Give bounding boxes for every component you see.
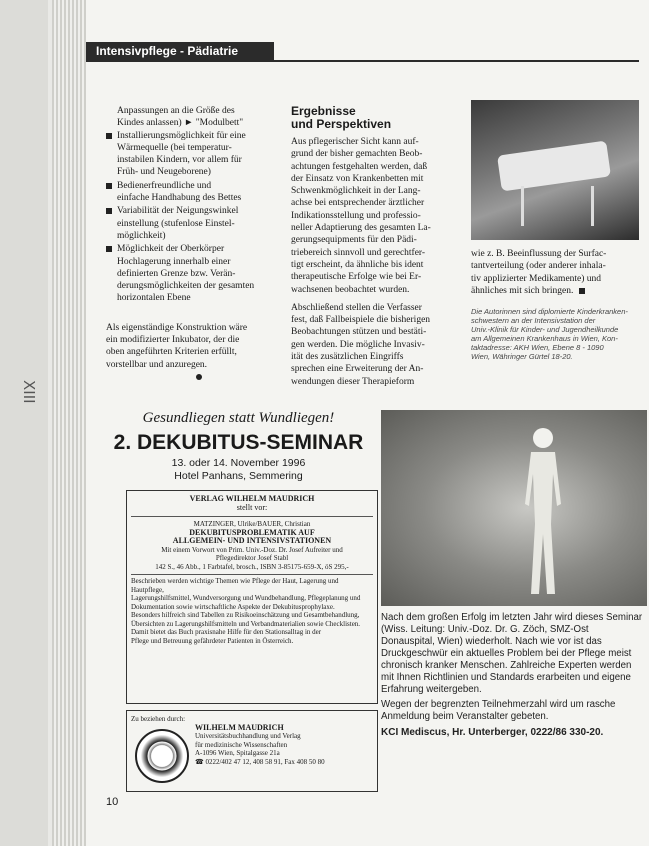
book-block [131, 516, 373, 575]
book-title-2: ALLGEMEIN- UND INTENSIVSTATIONEN [172, 536, 332, 545]
results-paragraph-2: Abschließend stellen die Verfasser fest, daß Fallbeispiele die bisherigen Beobachtungen stützen und bestäti- gen werden. Die mögliche Invasiv- ität des zusätzlichen Eingriffs sprechen eine Erweiterung der An- wendungen dieser Therapieform [291, 302, 431, 387]
book-description: Beschrieben werden wichtige Themen wie Pflege der Haut, Lagerung und Hautpflege, Lagerungshilfsmittel, Wundversorgung und Wundbehandlung, Pflegeplanung und Dokumentation sowie wirtschaftliche Aspekte der Dekubitusprophylaxe. Besonders hilfreich sind Tabellen zu Risikoeinschätzung und Gesamtbehandlung, Übersichten zu Lagerungshilfsmitteln und Verbandmaterialien sowie Checklisten. Damit bietet das Buch praxisnahe Hilfe für den Stationsalltag in der Pflege und Betreuung gefährdeter Patienten in Österreich. [131, 577, 361, 645]
seminar-description [381, 612, 643, 739]
hospital-bed-photo [471, 100, 639, 240]
square-bullet-icon [106, 208, 112, 214]
col1-lead-line: Kindes anlassen) ► "Modulbett" [117, 118, 244, 129]
list-item: Bedienerfreundliche und einfache Handhabung des Bettes [106, 180, 276, 205]
results-paragraph-1: Aus pflegerischer Sicht kann auf- grund der bisher gemachten Beob- achtungen festgehalten werden, daß der Einsatz von Krankenbetten mit Schwenkmöglichkeit in der Lang- achse bei entsprechender ärztlicher Indikationsstellung und professio- neller Adaptierung des gesamten La- gerungsequipments für den Pädi- triebereich sinnvoll und gerechtfer- tigt erscheint, da ähnliche bis ident therapeutische Erfolge wie bei Er- wachsenen beobachtet wurden. [291, 137, 431, 295]
publisher-box [126, 490, 378, 704]
col3-text: wie z. B. Beeinflussung der Surfac- tantverteilung (oder anderer inhala- tiv applizierter Medikamente) und ähnliches mit sich bringen. [471, 249, 607, 296]
square-bullet-icon [106, 133, 112, 139]
page [86, 0, 649, 846]
seminar-ad [106, 400, 371, 800]
square-bullet-icon [106, 246, 112, 252]
seminar-venue: Hotel Panhans, Semmering [174, 470, 303, 482]
end-square-icon [579, 288, 585, 294]
publisher-logo-icon [135, 729, 189, 783]
seminar-dates: 13. oder 14. November 1996 [171, 457, 306, 469]
list-item: Möglichkeit der Oberkörper Hochlagerung innerhalb einer definierten Grenze bzw. Verän- derungsmöglichkeiten der gesamten horizontalen Ebene [106, 243, 276, 304]
page-edges [52, 0, 88, 846]
book-foreword-1: Mit einem Vorwort von Prim. Univ.-Doz. Dr. Josef Aufreiter und [161, 545, 343, 554]
seminar-registration: Wegen der begrenzten Teilnehmerzahl wird um rasche Anmeldung beim Veranstalter gebeten. [381, 699, 616, 722]
page-number: 10 [106, 796, 119, 808]
book-spine [0, 0, 48, 846]
col1-lead-line: Anpassungen an die Größe des [117, 106, 235, 116]
order-label: Zu beziehen durch: [131, 715, 186, 723]
list-item: Installierungsmöglichkeit für eine Wärmequelle (bei temperatur- instabilen Kindern, vor allem für Früh- und Neugeborene) [106, 130, 276, 179]
square-bullet-icon [106, 183, 112, 189]
results-heading: Ergebnisse und Perspektiven [291, 104, 392, 131]
column-2 [291, 105, 461, 388]
column-1 [106, 105, 276, 383]
human-figure-photo [381, 410, 647, 606]
seminar-contact: KCI Mediscus, Hr. Unterberger, 0222/86 330-20. [381, 727, 604, 738]
book-title-1: DEKUBITUSPROBLEMATIK AUF [189, 527, 315, 537]
section-header: Intensivpflege - Pädiatrie [86, 42, 274, 60]
order-address: WILHELM MAUDRICH Universitätsbuchhandlung und Verlag für medizinische Wissenschaften A-1096 Wien, Spitalgasse 21a ☎ 0222/402 47 12, 408 58 91, Fax 408 50 80 [195, 722, 325, 766]
publisher-presents: stellt vor: [236, 502, 268, 512]
ad-slogan: Gesundliegen statt Wundliegen! [142, 410, 335, 426]
glowing-figure-icon [513, 424, 573, 600]
end-dot-icon [196, 374, 202, 380]
bed-shape [497, 141, 611, 192]
spine-handwriting: XIII [20, 380, 38, 404]
book-authors: MATZINGER, Ulrike/BAUER, Christian [193, 520, 311, 528]
publisher-name: VERLAG WILHELM MAUDRICH [189, 494, 315, 503]
order-box [126, 710, 378, 792]
seminar-text: Nach dem großen Erfolg im letzten Jahr wird dieses Seminar (Wiss. Leitung: Univ.-Doz. Dr. G. Zöch, SMZ-Ost Donauspital, Wien) wiederholt. Nach wie vor ist das Druckgeschwür ein aktuelles Problem bei der Pflege meist chronisch kranker Menschen. Zahlreiche Experten werden mit Ihnen Richtlinien und Standards erarbeiten und eigene Erfahrung weitergeben. [381, 612, 643, 695]
book-foreword-2: Pflegedirektor Josef Stabl [215, 554, 289, 562]
list-item: Variabilität der Neigungswinkel einstellung (stufenlose Einstel- möglichkeit) [106, 205, 276, 242]
col1-tail: Als eigenständige Konstruktion wäre ein modifizierter Inkubator, der die oben angeführten Kriterien erfüllt, vorstellbar und anzuregen. [106, 322, 248, 370]
book-isbn: 142 S., 46 Abb., 1 Farbtafel, brosch., ISBN 3-85175-659-X, öS 295,- [155, 562, 349, 571]
author-caption: Die Autorinnen sind diplomierte Kinderkranken- schwestern an der Intensivstation der Univ.-Klinik für Kinder- und Jugendheilkunde am Allgemeinen Krankenhaus in Wien, Kon- taktadresse: AKH Wien, Ebene 8 - 1090 Wien, Währinger Gürtel 18-20. [471, 307, 628, 362]
requirement-list [106, 130, 276, 305]
seminar-title: 2. DEKUBITUS-SEMINAR [113, 431, 364, 454]
column-3 [471, 248, 631, 361]
header-rule [86, 60, 639, 62]
